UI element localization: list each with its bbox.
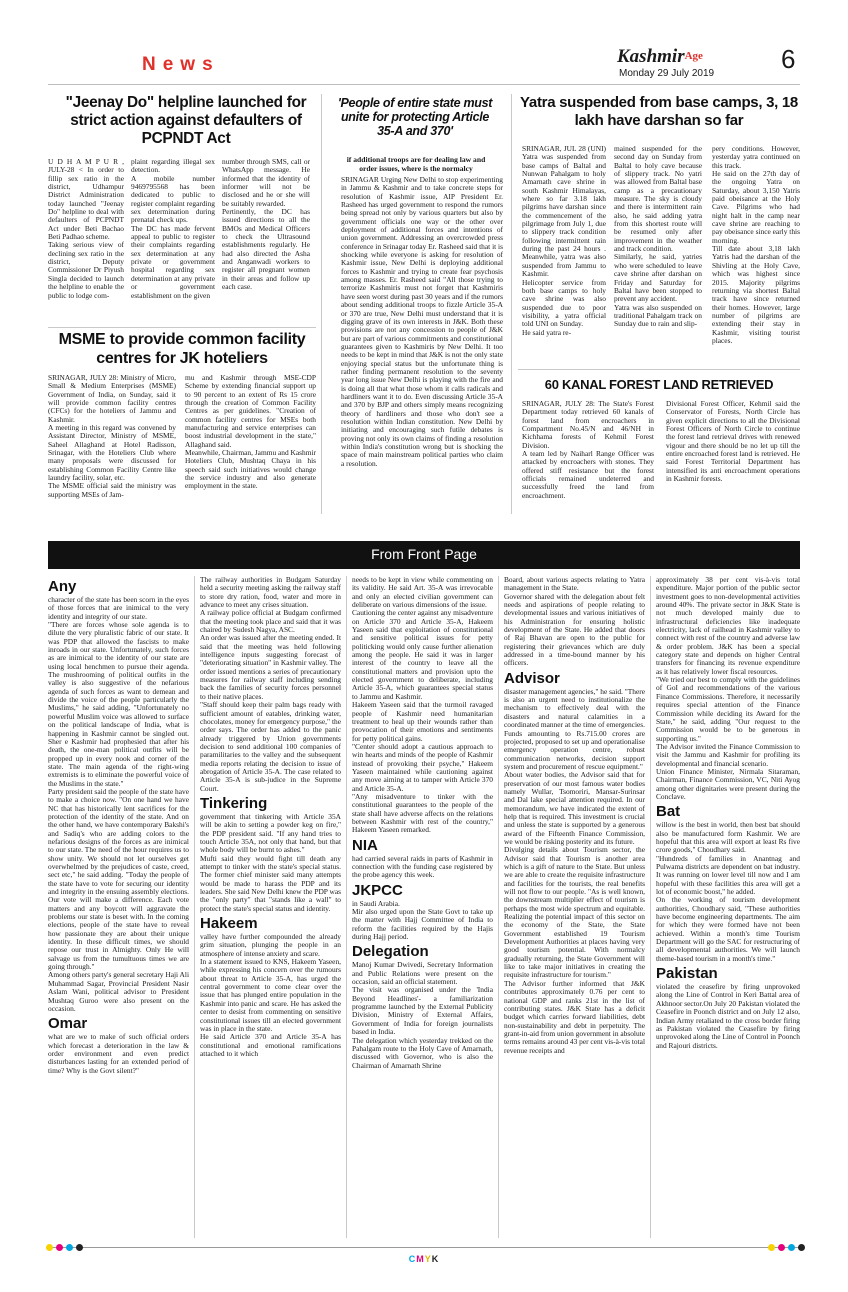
continuation-head: Hakeem — [200, 915, 258, 933]
page-number: 6 — [781, 44, 796, 74]
front-col-5 — [656, 576, 800, 1238]
forest-headline: 60 KANAL FOREST LAND RETRIEVED — [544, 377, 774, 392]
msme-col-2: mu and Kashmir through MSE-CDP Scheme by extending financial support up to 90 percent to an extent of Rs 15 crore through the creation of Common Facility Centres as per guidelines. "Creation of common facility centres for MSEs both manufacturing and service enterprises can boost industrial development in the state," Allaghand said. Meanwhile, Chairman, Jammu and Kashmir Hoteliers Club, Mushtaq Chaya in his speech said such initiatives would change the service industry and also generate employment in the state. — [185, 374, 316, 491]
continuation-text: willow is the best in world, then best bat should also be manufactured form Kashmir. We are hopeful that this area will export at least Rs five crore goods," Choudhary said. "Hundreds of families in Anantnag and Pulwama districts are dependent on bat industry. It was running on lower level till now and I am hopeful with these facilities this area will get a lot of economic boost," he added. On the working of tourism development authorities, Choudhary said, "These authorities have become engineering departments. The aim for which they were formed have not been achieved. Within a month's time Tourism Department will go the SAC for restructuring of all developmental authorities. We will launch theme-based tourism in a month's time." — [656, 820, 800, 963]
continuation-text: Manoj Kumar Dwivedi, Secretary Information and Public Relations were present on the occasion, said an official statement. The visit was organised under the 'India Beyond Headlines'- a familiarization programme launched by the External Publicity Division, Ministry of External Affairs, Government of India for foreign journalists based in India. The delegation which yesterday trekked on the Pahalgam route to the Holy Cave of Amarnath, discussed with Governor, who is also the Chairman of Amarnath Shrine — [352, 960, 493, 1070]
yatra-forest-divider — [518, 369, 800, 370]
reg-dot — [76, 1244, 83, 1251]
reg-dot — [768, 1244, 775, 1251]
art35a-deck: if additional troops are for dealing law and order issues, where is the normalcy — [346, 155, 486, 173]
continuation-head: Omar — [48, 1015, 88, 1033]
art35a-body: SRINAGAR Urging New Delhi to stop experimenting in Jammu & Kashmir and to take concrete steps for resolution of Kashmir issue, AIP President Er. Rasheed has urged government to respond the rumors being spread not only by various quarters but also by government officials one way or the other over deployment of additional forces and intentions of union government. Addressing an overcrowded press conference in Srinagar today Er. Rasheed said that it is shocking while everyone is asking for resolution of Kashmir issue, New Delhi is deploying additional forces to Kashmir and trying to create fear psychosis among masses. Er. Rasheed said "All those trying to terrorize Kashmiris must not forget that Kashmiris have seen worst during past 30 years and if the rumors about sending additional troops to fizzle Article 35-A or 370 are true, New Delhi must understand that it is digging grave of its own interests in J&K. Both these provisions are not any concession to people of J&K but are part of various commitments and constitutional guarantees given to Kashmiris by New Delhi. It too needs to be kept in mind that J&K is not the only state enjoying special status but the unfortunate thing is rather finding permanent resolution to the seventy year long issue New Delhi is playing with the fire and is doing all that what those whom it calls radicals and hardliners want it to do. Even discussing Article 35-A and 370 by BJP and others simply means recognizing theory of hardliners and those who don't see a resolution within Indian constitution. New Delhi by initiating and encouraging such futile debates is proving not only its own claims of finding a resolution within India's constitution wrong but is shocking the space of main mainstream political parties who claim a resolution. — [341, 176, 503, 468]
logo-accent: Age — [684, 50, 703, 62]
front-page-banner-title: From Front Page — [371, 546, 477, 562]
jeenay-col-1: U D H A M P U R , JULY-28 < In order to fillip sex ratio in the district, Udhampur District Administration today launched "Jeenay Do" helpline to deal with defaulters of PCPNDT Act under Beti Bachao Beti Padhao scheme. Taking serious view of declining sex ratio in the district, Deputy Commissioner Dr Piyush Singla decided to launch the helpline to enable the public to lodge com- — [48, 158, 124, 300]
continuation-text: Board, about various aspects relating to Yatra management in the State. Governor shared with the delegation about felt needs and aspirations of people relating to developmental issues and various initiatives of his Administration for ensuring holistic development of the State. He added that doors of Raj Bhavan are open to the public for registering their grievances which are duly addressed in a time-bound manner by his officers. — [504, 576, 645, 668]
front-divider-1 — [194, 576, 195, 1238]
msme-col-1: SRINAGAR, JULY 28: Ministry of Micro, Small & Medium Enterprises (MSME) Government of India, on Sunday, said it will provide common facility centres (CFCs) for the hoteliers of Jammu and Kashmir. A meeting in this regard was convened by Assistant Director, Ministry of MSME, Saheel Allaghand at Hotel Radisson, Srinagar, with the Hoteliers Club where many proposals were discussed for establishing Common Facility Centre like laundry facility, solar, etc. The MSME official said the ministry was supporting MSEs of Jam- — [48, 374, 176, 499]
continuation-head: Delegation — [352, 943, 429, 961]
continuation-text: needs to be kept in view while commenting on its validity. He said Art. 35-A was irrevocable and only an elected civilian government can deliberate on various dimensions of the issue. Cautioning the center against any misadventure on Article 370 and Article 35-A, Hakeem Yaseen said that exploitation of constitutional and sensitive political issues for petty politicking would only cause further alienation among the people. He said it was in larger interest of the country to leave all the constitutional matters and provision upto the elected government to deliberate, including Article 35-A, which guarantees special status to Jammu and Kashmir. Hakeem Yaseen said that the turmoil ravaged people of Kashmir need humanitarian treatment to heal up their wounds rather than provocation of their emotions and sentiments for petty political gains. "Center should adopt a cautious approach to win hearts and minds of the people of Kashmir instead of provoking their psyche," Hakeem Yaseen maintained while cautioning against any move aiming at to tamper with Article 370 and Article 35-A. "Any misadventure to tinker with the constitutional guarantees to the people of the state shall have adverse affects on the relations between Kashmir with rest of the country," Hakeem Yaseen remarked. — [352, 576, 493, 835]
continuation-head: JKPCC — [352, 881, 403, 899]
continuation-text: violated the ceasefire by firing unprovoked along the Line of Control in Keri Battal area of Akhnoor sector.On July 20 Pakistan violated the Ceasefire in Poonch district and on July 12 also, Indian Army retaliated to the cross border firing as Pakistan violated the Ceasefire by firing unprovoked along the Line of Control in Poonch and Rajouri districts. — [656, 982, 800, 1050]
centre-right-divider — [511, 94, 512, 514]
reg-dot — [778, 1244, 785, 1251]
cmyk-c: C — [408, 1254, 417, 1264]
continuation-head: Tinkering — [200, 794, 268, 812]
continuation-text: had carried several raids in parts of Kashmir in connection with the funding case registered by the probe agency this week. — [352, 853, 493, 880]
reg-dot — [56, 1244, 63, 1251]
masthead-rule — [48, 84, 800, 85]
continuation-text: what are we to make of such official orders which forecast a deterioration in the law & order environment and even predict disturbances lasting for an extended period of time? Why is the Govt silent?" — [48, 1032, 189, 1075]
yatra-headline: Yatra suspended from base camps, 3, 18 lakh have darshan so far — [520, 94, 798, 129]
reg-dot — [46, 1244, 53, 1251]
front-divider-3 — [498, 576, 499, 1238]
logo-main: Kashmir — [617, 46, 685, 67]
jeenay-col-2: plaint regarding illegal sex detection. A mobile number 9469795568 has been dedicated to public to register complaint regarding sex determination during prenatal check ups. The DC has made fervent appeal to public to register their complaints regarding sex determination at any private or government hospital regarding sex determination at any private or government establishment on the given — [131, 158, 215, 300]
continuation-text: in Saudi Arabia. Mir also urged upon the State Govt to take up the matter with Hajj Committee of India to reform the facilities required by the Hajis during Hajj period. — [352, 898, 493, 942]
jeenay-col-3: number through SMS, call or WhatsApp message. He informed that the identity of informer will not be disclosed and he or she will be suitably rewarded. Pertinently, the DC has issued directions to all the BMOs and Medical Officers to check the Ultrasound establishments regularly. He had also directed the Asha and Anganwadi workers to register all pregnant women in their areas and follow up each case. — [222, 158, 310, 292]
reg-dot — [788, 1244, 795, 1251]
continuation-text: character of the state has been scorn in the eyes of those forces that are inimical to the very identity and integrity of our state. "There are forces whose sole agenda is to dilute the very pluralistic fabric of our state. It was PDP that allowed the fascists to make inroads in our state. Unfortunately, such forces as are inimical to the identity of our state are using local henchmen to pursue their agenda. The mushrooming of political outfits in the valley is also suggestive of the nefarious agenda of such forces as want to demean and divide the voice of the people particularly the Muslims," he said adding, "Unfortunately no powerful Muslim voice was allowed to surface on the political landscape of India, what is happening in Kashmir cannot be singled out. Sher e Kashmir had prophesied that after his death, the one-man political outfits will be propped up in every nook and corner of the state. The main agenda of the right-wing extremists is to eliminate the powerful voice of the Muslims in the state." Party president said the people of the state have to make a choice now. "On one hand we have NC that has historically lent sacrifices for the protection of the identity of the state. And on the other hand, we have contemporary Bakshi's and Sadiq's who are adding colors to the nefarious designs of the forces as are inimical to our state. The need of the hour requires us to show unity. We should not let ourselves get overwhelmed by the prejudices of caste, creed, sect etc," he said adding. "Today the people of the state have to vote for securing our identity and integrity in the ensuing assembly elections. Our vote will make a difference. Each vote matters and any boycott will aggravate the problems our state is beset with. In the coming elections, people of the state have to reveal how passionate they are about their unique identity. In these difficult times, we should repose our trust in Almighty. Only He will salvage us from the tumultuous times we are going through." Among others party's general secretary Haji Ali Muhammad Sagar, Provincial President Nasir Aslam Wani, political advisor to President Mushtaq Guroo were also present on the occasion. — [48, 595, 189, 1013]
section-label: News — [142, 54, 220, 75]
masthead-logo — [617, 46, 727, 68]
front-divider-4 — [650, 576, 651, 1238]
footer-rule — [48, 1247, 800, 1248]
continuation-head: Advisor — [504, 669, 560, 687]
jeenay-headline: "Jeenay Do" helpline launched for strict action against defaulters of PCPNDT Act — [65, 94, 307, 147]
cmyk-strip — [404, 1254, 444, 1264]
front-page-banner — [48, 541, 800, 569]
front-col-1 — [48, 576, 189, 1238]
registration-marks-right — [768, 1244, 818, 1252]
jeenay-msme-divider — [48, 327, 316, 328]
issue-date: Monday 29 July 2019 — [619, 68, 715, 79]
continuation-head: NIA — [352, 836, 378, 854]
cmyk-m: M — [416, 1254, 425, 1264]
front-col-3 — [352, 576, 493, 1238]
reg-dot — [798, 1244, 805, 1251]
yatra-col-1: SRINAGAR, JUL 28 (UNI) Yatra was suspended from base camps of Baltal and Nunwan Pahalgam to holy Amarnath cave shrine in south Kashmir Himalayas, where so far 3.18 lakh pilgrims have darshan since the commencement of the pilgrimage from July 1, due to slippery track condition following intermittent rain during the past 24 hours . Meanwhile, yatra was also suspended from Jammu to Kashmir. Helicopter service from both base camps to holy cave shrine was also suspended due to poor visibility, a yatra official told UNI on Sunday. He said yatra re- — [522, 145, 606, 337]
msme-headline: MSME to provide common facility centres for JK hoteliers — [58, 331, 306, 367]
continuation-text: valley have further compounded the already grim situation, plunging the people in an atmosphere of intense anxiety and scare. In a statement issued to KNS, Hakeem Yaseen, while expressing his concern over the rumours about threat to Article 35-A, has urged the central government to come clear over the issue that has plunged entire population in the Kashmir into panic and scare. He has asked the center to desist from commenting on sensitive constitutional issues till an elected government was in place in the state. He said Article 370 and Article 35-A has constitutional and emotional ramifications attached to it which — [200, 932, 341, 1058]
continuation-text: disaster management agencies," he said. "There is also an urgent need to institutionalize the mechanism to effectively deal with the disasters and natural calamities in a coordinated manner at the time of emergencies. Funds amounting to Rs.715.00 crores are projected, proposed to set up and operationalise emergency operation centre, robust communication networks, decision support system and procurement of rescue equipment." About water bodies, the Advisor said that for preservation of our most famous water bodies namely Wullar, Tsomoriri, Mansar-Surinsar and Dal lake special attention required. In our memorandum, we have indicated the extent of help that is required. This investment is crucial and unless the state is supported by a generous award of the Fifteenth Finance Commission, we would be risking posterity and its future. Divulging details about Tourism sector, the Advisor said that Tourism is another area which is a gift of nature to the State. But unless we are able to create the requisite infrastructure and facilities for the tourists, the real benefits will not flow to our people. "As is well known, the downstream multiplier effect of tourism is perhaps the most wide spectrum and equitable. Realizing the potential impact of this sector on the economy of the State, the State Government established 19 Tourism Development Authorities at places having very good tourism potential. With normalcy gradually returning, the State Government will like to take major initiatives in creating the requisite infrastructure for tourism." The Advisor further informed that J&K contributes approximately 0.76 per cent to national GDP and ranks 21st in the list of contributing states. J&K State has a deficit budget which carries forward liabilities, debt non-sustainability and debt in perpetuity. The grant-in-aid from union government in absolute terms remains around 43 per cent vis-à-vis total revenue receipts and — [504, 686, 645, 1055]
front-col-4 — [504, 576, 645, 1238]
cmyk-k: K — [431, 1254, 440, 1264]
front-divider-2 — [346, 576, 347, 1238]
forest-col-1: SRINAGAR, JULY 28: The State's Forest Department today retrieved 60 kanals of forest land from encroachers in Compartment No.45/N and 46/NH in Kichhama forests of Kehmil Forest Division. A team led by Naiharl Range Officer was attacked by encroachers with stones. They offered stiff resistance but the forest officials remained undeterred and successfully freed the land from encroachment. — [522, 400, 654, 500]
continuation-text: The railway authorities in Budgam Saturday held a security meeting asking the railway staff to store dry ration, food, water and more in advance to meet any crises situation. A railway police official at Budgam confirmed that the meeting took place and said that it was chaired by Sudesh Nagya, ASC. An order was issued after the meeting ended. It said that the meeting was held following intelligence inputs suggesting forecast of "deteriorating situation" in Kashmir valley. The order issued mentions a series of precautionary measures for railway staff including sending back the families of security forces personnel to their native places. "Staff should keep their palm bags ready with sufficient amount of eatables, drinking water, chocolates, money for emergency purpose," the order says. The order has added to the panic already triggered by Union governments decision to send additional 100 companies of paramilitaries to the valley and the subsequent media reports relating the decision to issue of abrogation of Article 35-A. The case related to Article 35-A is sub-judice in the Supreme Court. — [200, 576, 341, 793]
art35a-headline: 'People of entire state must unite for protecting Article 35-A and 370' — [337, 96, 493, 138]
registration-marks-left — [46, 1244, 96, 1252]
yatra-col-3: pery conditions. However, yesterday yatra continued on this track. He said on the 27th day of the ongoing Yatra on Saturday, about 3,150 Yatris paid obeisance at the Holy Cave. Pilgrims who had night halt in the camp near cave shrine are reaching to pay obeisance since early this morning. Till date about 3,18 lakh Yatris had the darshan of the Shivling at the Holy Cave, which was highest since 2015. Majority pilgrims returning via shortest Baltal track have since returned their homes. However, large number of pilgrims are extending their stay in Kashmir, visiting tourist places. — [712, 145, 800, 345]
yatra-col-2: mained suspended for the second day on Sunday from Baltal to holy cave because of slippery track. No yatri was allowed from Baltal base camp as a precautionary measure. The sky is cloudy and there is intermittent rain also, he said adding yatra from this shortest route will be resumed only after improvement in the weather and track condition. Similarly, he said, yatries who were scheduled to leave cave shrine after darshan on Friday and Saturday for Baltal have been stopped to prevent any accident. Yatra was also suspended on traditional Pahalgam track on Sunday due to rain and slip- — [614, 145, 702, 329]
continuation-head: Bat — [656, 803, 681, 821]
continuation-head: Pakistan — [656, 965, 718, 983]
reg-dot — [66, 1244, 73, 1251]
left-centre-divider — [321, 94, 322, 514]
continuation-text: government that tinkering with Article 35A will be akin to setting a powder keg on fire," the PDP president said. "If any hand tries to touch Article 35A, not only that hand, but that whole body will be burnt to ashes." Mufti said they would fight till death any attempt to tinker with the state's special status. The former chief minister said many attempts would be made to harass the PDP and its leaders. She said New Delhi knew the PDP was the "only party" that "stands like a wall" to protect the state's special status and identity. — [200, 811, 341, 913]
forest-col-2: Divisional Forest Officer, Kehmil said the Conservator of Forests, North Circle has given explicit directions to all the Divisional Forest Officers of North Circle to continue the forest land retrieval drives with renewed vigour and there should be no let up till the entire encroached forest land is retrieved. He said Forest Territorial Department has intensified its anti encroachment operations in Kashmir forests. — [666, 400, 800, 484]
continuation-text: approximately 38 per cent vis-à-vis total expenditure. Major portion of the public sector investment goes to non-developmental activities around 40%. The private sector in J&K State is not much developed mainly due to infrastructural deficiencies like inadequate electricity, lack of railhead in Kashmir valley to connect with rest of the country and adverse law & order problem. J&K has been a special category state and depends on higher Central transfers for financing its revenue expenditure as it has relatively lower fiscal resources. "We tried our best to comply with the guidelines of GoI and recommendations of the various Finance Commissions. Therefore, it necessarily requires special attention of the Finance Commission while deciding its Award for the State," he said, adding "Our request to the Commission would be to be generous in supporting us." The Advisor invited the Finance Commission to visit the Jammu and Kashmir for profiling its developmental and financial scenario. Union Finance Minister, Nirmala Sitaraman, Chairman, Finance Commission, VC, Niti Ayog among other dignitaries were present during the Conclave. — [656, 576, 800, 801]
front-col-2 — [200, 576, 341, 1238]
continuation-head: Any — [48, 578, 77, 595]
cmyk-y: Y — [424, 1254, 432, 1264]
